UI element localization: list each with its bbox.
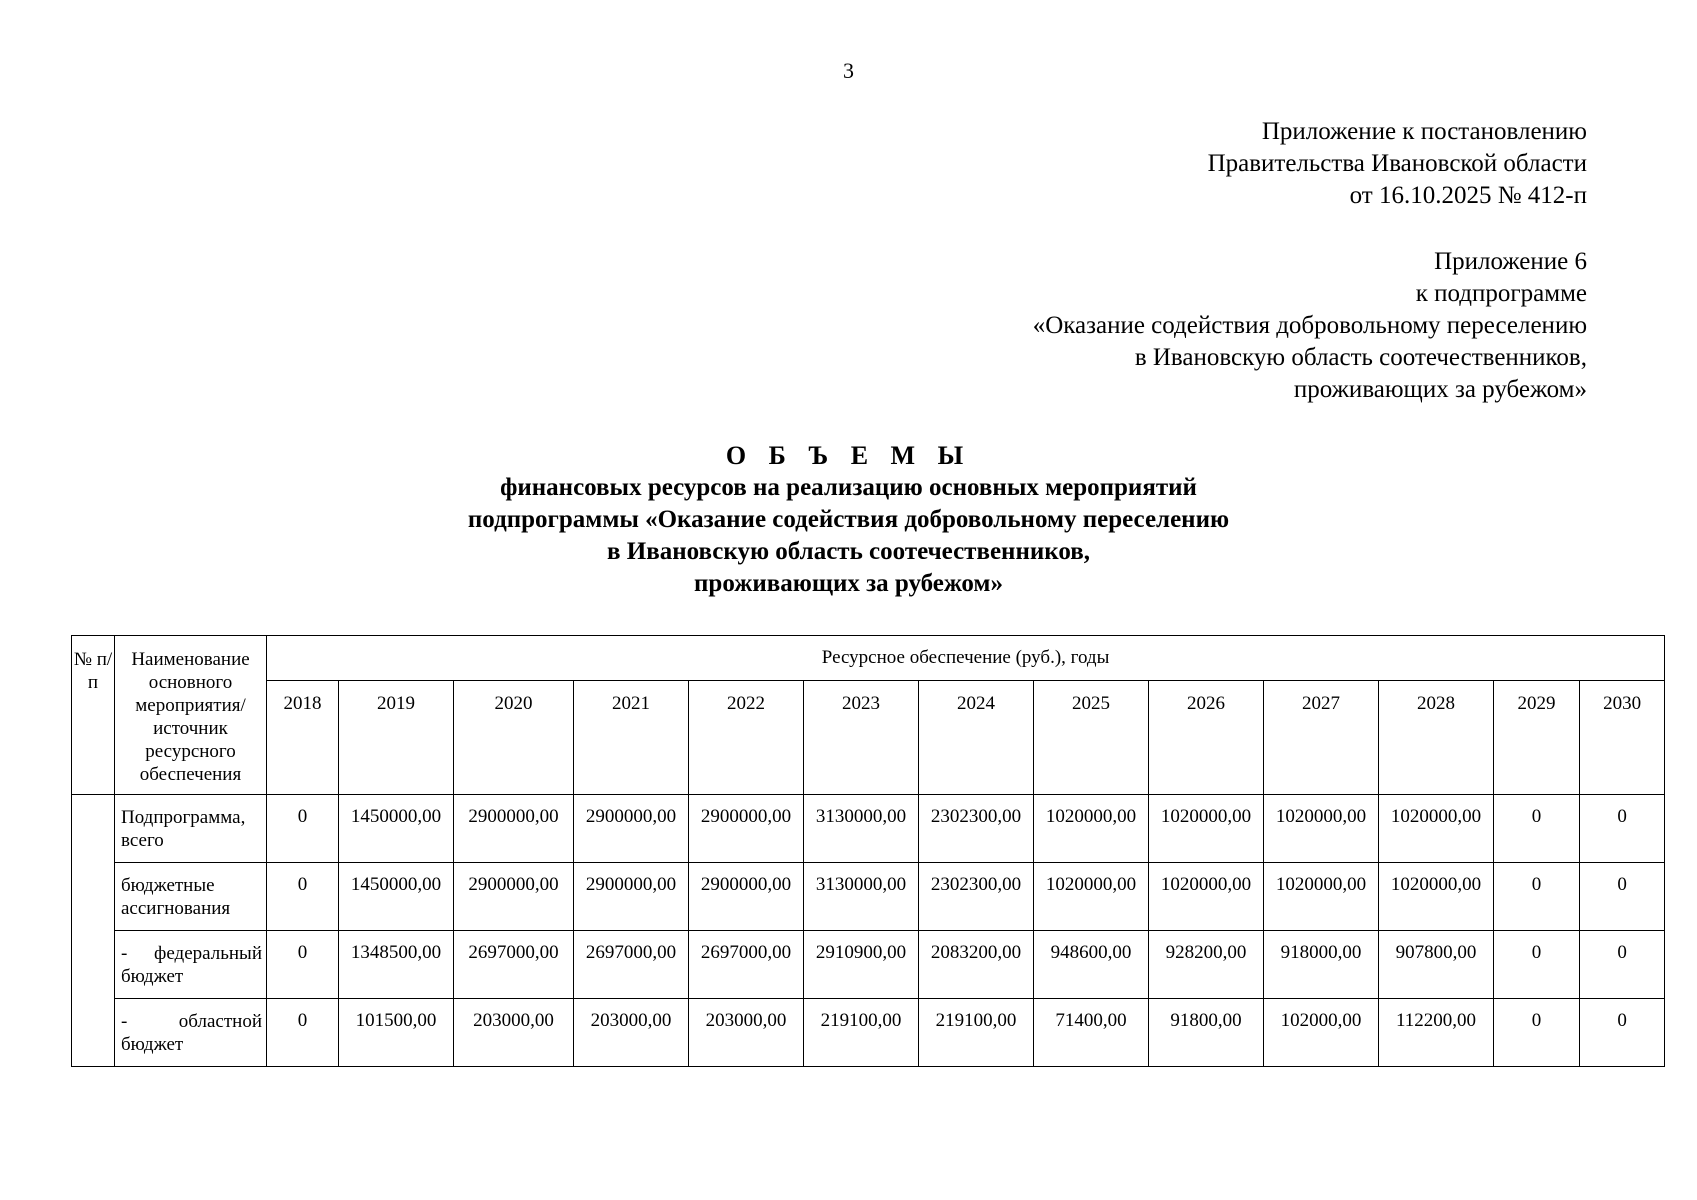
- value-cell: 3130000,00: [804, 863, 919, 931]
- appendix-line: проживающих за рубежом»: [1293, 376, 1587, 403]
- value-cell: 2302300,00: [919, 795, 1034, 863]
- year-header: 2026: [1149, 681, 1264, 795]
- value-cell: 2083200,00: [919, 931, 1034, 999]
- year-header: 2025: [1034, 681, 1149, 795]
- row-number-cell: [72, 795, 115, 1067]
- row-label: - областной бюджет: [115, 999, 267, 1067]
- appendix-line: Приложение 6: [1434, 248, 1587, 275]
- column-header-name: Наименование основного мероприятия/ источник ресурсного обеспечения: [115, 636, 267, 795]
- value-cell: 0: [1494, 999, 1580, 1067]
- value-cell: 203000,00: [689, 999, 804, 1067]
- year-header: 2029: [1494, 681, 1580, 795]
- value-cell: 2900000,00: [689, 863, 804, 931]
- value-cell: 918000,00: [1264, 931, 1379, 999]
- value-cell: 0: [1580, 795, 1665, 863]
- value-cell: 0: [1580, 999, 1665, 1067]
- value-cell: 1020000,00: [1379, 795, 1494, 863]
- value-cell: 1450000,00: [339, 863, 454, 931]
- appendix-line: к подпрограмме: [1415, 280, 1587, 307]
- value-cell: 219100,00: [804, 999, 919, 1067]
- value-cell: 1020000,00: [1149, 795, 1264, 863]
- page-number: 3: [843, 58, 854, 83]
- value-cell: 0: [1580, 863, 1665, 931]
- value-cell: 948600,00: [1034, 931, 1149, 999]
- column-header-number: № п/п: [72, 636, 115, 795]
- title-line: в Ивановскую область соотечественников,: [607, 538, 1090, 565]
- year-header: 2019: [339, 681, 454, 795]
- approval-line: Правительства Ивановской области: [1207, 150, 1587, 177]
- table-row: [72, 931, 1665, 999]
- appendix-line: в Ивановскую область соотечественников,: [1134, 344, 1587, 371]
- value-cell: 1348500,00: [339, 931, 454, 999]
- approval-line: Приложение к постановлению: [1261, 118, 1587, 145]
- document-title: [0, 440, 1697, 600]
- financial-resources-table: [71, 635, 1665, 1067]
- value-cell: 1020000,00: [1149, 863, 1264, 931]
- value-cell: 102000,00: [1264, 999, 1379, 1067]
- value-cell: 907800,00: [1379, 931, 1494, 999]
- year-header: 2030: [1580, 681, 1665, 795]
- value-cell: 1020000,00: [1379, 863, 1494, 931]
- value-cell: 0: [267, 863, 339, 931]
- title-heading: О Б Ъ Е М Ы: [725, 441, 972, 470]
- value-cell: 1020000,00: [1034, 795, 1149, 863]
- value-cell: 2900000,00: [574, 795, 689, 863]
- value-cell: 1450000,00: [339, 795, 454, 863]
- approval-block: [1208, 116, 1587, 212]
- value-cell: 2697000,00: [454, 931, 574, 999]
- value-cell: 0: [267, 999, 339, 1067]
- year-header: 2021: [574, 681, 689, 795]
- title-line: проживающих за рубежом»: [694, 570, 1003, 597]
- table-header-row: [72, 636, 1665, 681]
- title-line: финансовых ресурсов на реализацию основных мероприятий: [500, 474, 1197, 501]
- year-header: 2022: [689, 681, 804, 795]
- appendix-block: [1033, 246, 1587, 406]
- value-cell: 0: [267, 931, 339, 999]
- year-header: 2024: [919, 681, 1034, 795]
- value-cell: 91800,00: [1149, 999, 1264, 1067]
- value-cell: 112200,00: [1379, 999, 1494, 1067]
- value-cell: 0: [1494, 931, 1580, 999]
- approval-line: от 16.10.2025 № 412-п: [1349, 182, 1587, 209]
- year-header-row: [72, 681, 1665, 795]
- value-cell: 0: [1580, 931, 1665, 999]
- value-cell: 1020000,00: [1264, 863, 1379, 931]
- value-cell: 2697000,00: [689, 931, 804, 999]
- value-cell: 2697000,00: [574, 931, 689, 999]
- value-cell: 203000,00: [574, 999, 689, 1067]
- title-line: подпрограммы «Оказание содействия добровольному переселению: [467, 506, 1230, 533]
- table-row: [72, 863, 1665, 931]
- table-row: [72, 999, 1665, 1067]
- value-cell: 3130000,00: [804, 795, 919, 863]
- table-row: [72, 795, 1665, 863]
- year-header: 2023: [804, 681, 919, 795]
- value-cell: 2900000,00: [574, 863, 689, 931]
- value-cell: 2900000,00: [689, 795, 804, 863]
- value-cell: 2900000,00: [454, 863, 574, 931]
- value-cell: 203000,00: [454, 999, 574, 1067]
- value-cell: 219100,00: [919, 999, 1034, 1067]
- row-label: бюджетные ассигнования: [115, 863, 267, 931]
- value-cell: 0: [267, 795, 339, 863]
- year-header: 2027: [1264, 681, 1379, 795]
- year-header: 2020: [454, 681, 574, 795]
- row-label: - федеральный бюджет: [115, 931, 267, 999]
- value-cell: 1020000,00: [1034, 863, 1149, 931]
- value-cell: 928200,00: [1149, 931, 1264, 999]
- value-cell: 0: [1494, 863, 1580, 931]
- value-cell: 2302300,00: [919, 863, 1034, 931]
- year-header: 2018: [267, 681, 339, 795]
- appendix-line: «Оказание содействия добровольному переселению: [1032, 312, 1587, 339]
- value-cell: 2900000,00: [454, 795, 574, 863]
- column-header-resource: Ресурсное обеспечение (руб.), годы: [267, 636, 1665, 681]
- value-cell: 2910900,00: [804, 931, 919, 999]
- row-label: Подпрограмма, всего: [115, 795, 267, 863]
- value-cell: 0: [1494, 795, 1580, 863]
- value-cell: 1020000,00: [1264, 795, 1379, 863]
- year-header: 2028: [1379, 681, 1494, 795]
- value-cell: 71400,00: [1034, 999, 1149, 1067]
- value-cell: 101500,00: [339, 999, 454, 1067]
